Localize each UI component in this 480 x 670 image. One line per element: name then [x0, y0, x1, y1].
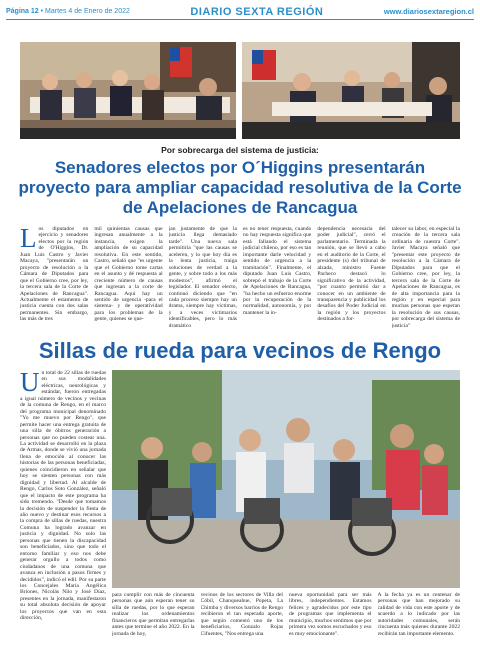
article2-text-4: nueva oportunidad para ser más libres, independientes. Estamos felices y agradecidos por este tipo de programas que implementa el municipio, muchos sentimos que por primera vez somos escuchados y eso es muy emocionante". — [289, 592, 372, 637]
article1-text-4: es no tener respuesta, cuando no hay respuesta significa que está fallando el sistema judicial chileno, por eso es tan importante darle velocidad y sentido de urgencia a la tramitación". Finalmente, el diputado Juan Luis Castro, sobrepó el trabajo de la Corte de Apelaciones de Rancagua, "ha hecho un esfuerzo enorme por la recuperación de la normalidad, autonomía, y por mantener la in- — [242, 226, 312, 316]
article2-left-column — [20, 370, 106, 666]
article2-column-3 — [201, 592, 284, 664]
page-number: Página 12 — [6, 8, 39, 15]
article2-lower-columns — [112, 592, 460, 664]
article2-column-5 — [378, 592, 461, 664]
article2-column-4 — [289, 592, 372, 664]
article2-column-1 — [20, 370, 106, 666]
article1-column-6 — [392, 226, 460, 329]
article1-column-2 — [94, 226, 162, 329]
issue-date: Martes 4 de Enero de 2022 — [45, 8, 130, 15]
website-link[interactable]: www.diariosextaregion.cl — [383, 7, 474, 16]
article1-text-3: jan justamente de que la justicia llega demasiado tarde". Una nueva sala permitiría "que las causas se aceleren, y lo que hoy día es la lenta justicia, traiga soluciones de verdad a la gente, y sobre todo a los más modestos", afirmó el legislador. El senador electo, continuó diciendo que "en cada proceso siempre hay un drama, siempre hay víctimas, y a veces victimarios identificables, pero lo más dramático — [168, 226, 237, 329]
meeting-photo-left — [20, 42, 236, 139]
article1-text-6: talecer su labor, en especial la creación de la tercera sala ordinaria de nuestra Corte". Javier Macaya señaló que "presentar este proyecto de resolución a la Cámara de Diputados para que el Gobierno cree, por ley, la tercera sala de la Corte de Apelaciones de Rancagua, es de alta importancia para la región y en especial para muchas personas que esperan la resolución de sus causas, por sobrecarga del sistema de justicia" — [391, 226, 460, 329]
article1-body — [20, 226, 460, 329]
article1-column-1 — [20, 226, 88, 329]
article1-column-4 — [243, 226, 311, 329]
article2-text-1: n total de 22 sillas de ruedas en sus modalidades eléctricas, neurológicas y estándar, fueron entregadas a igual número de vecinos y vecinas de la comuna de Rengo, en el marco del programa municipal denominado "Yo me muevo por Rengo", que permite hacer una entrega gratuita de una silla de óbitros generación a personas que no pueden costear una. La actividad se desarrolló en la plaza de Armas, donde se vivió una jornada llena de emoción al conocer las historias de las personas beneficiadas, quienes coincidieron en señalar que hoy se sienten personas con más dignidad y libertad. Al alcalde de Rengo, Carlos Soto González, señaló que el impacto de este programa ha sido tremendo. "Desde que tomamos la decisión de suspender la fiesta de año nuevo y destinar esos recursos a la compra de sillas de ruedas, nuestra Comuna ha logrado avanzar en justicia y dignidad. No solo las personas que tienen la discapacidad son beneficiados, sino que todo el entorno familiar y eso nos debe generar orgullo a todos como ciudadanos de una comuna que avanza en inclusión a pasos firmes y decididos", indicó el edil. Por su parte los Concejales María Angélica Briones, Nicolás Nilo y José Díaz, presentes en la jornada, manifestaron su total absoluta decisión de apoyar los proyectos que van en esta dirección, — [20, 370, 106, 622]
article1-column-5 — [317, 226, 385, 329]
article1-text-5: dependencia necesaria del poder judicial", cerró el parlamentario. Terminada la reunión, que se llevó a cabo en el auditorio de la Corte, el presidente (s) del tribunal de alzada, ministro Fuente Pacheco destacó lo significativo de la actividad, "por cuanto permitió dar a conocer en un ambiente de transparencia y publicidad los desafíos del Poder Judicial en la región y los proyectos destinados a for- — [317, 226, 386, 323]
article2-text-2: para cumplir con más de cincuenta personas que aún esperan tener su silla de ruedas, por lo que esperan realizar los ordenamientos financieros que permitan entregarlas antes que termine el año 2022. En la jornada de hoy, — [112, 592, 195, 637]
article1-text-1: os diputados en ejercicio y senadores electos por la región de O'Higgins, Dr. Juan Luis Castro y Javier Macaya, "presentarán un proyecto de resolución a la Cámara de Diputados para que el Gobierno cree, por ley, la tercera sala de la Corte de Apelaciones de Rancagua". Actualmente el estamento de justicia cuenta con dos salas permanentes. Sin embargo, las más de tres — [20, 226, 89, 323]
article1-column-3 — [169, 226, 237, 329]
article2-headline: Sillas de rueda para vecinos de Rengo — [38, 338, 442, 363]
masthead: DIARIO SEXTA REGIÓN — [190, 5, 324, 18]
article1-headline: Senadores electos por O´Higgins presentarán proyecto para ampliar capacidad resolutiva de la Corte de Apelaciones de Rancagua — [18, 158, 462, 217]
article2-text-3: vecinos de los sectores de Villa del Cóbil, Chanqueahue, Popeta, La Chimba y diversos barrios de Rengo recibieron el tan esperado aporte, que según comentó uno de los beneficiarios, Gonzalo Rojas Cifuentes, "Nos entrega una — [200, 592, 283, 637]
article2-dropcap: U — [20, 370, 40, 397]
article2-text-5: A la fecha ya es un centenar de personas que han mejorado su calidad de vida con este aporte y de acuerdo a lo indicado por las autoridades comunales, serán cincuenta más quienes durante 2022 recibirán tan importante elemento. — [377, 592, 460, 637]
page-info: Página 12 • Martes 4 de Enero de 2022 — [6, 8, 130, 15]
article2-column-2 — [112, 592, 195, 664]
meeting-photo-right — [242, 42, 460, 139]
article1-kicker: Por sobrecarga del sistema de justicia: — [161, 145, 319, 155]
wheelchair-group-photo — [112, 370, 460, 588]
article1-text-2: mil quinientas causas que ingresan anualmente a la instancia, exigen la ampliación de su capacidad resolutiva. En este sentido, Castro, señaló que "es urgente que el Gobierno tome cartas en el asunto y dé respuesta al creciente número de causas que ingresan a la corte de Rancagua. Aquí hay un sentido de urgencia -para el sistema- y de operatividad para los problemas de la gente, quienes se que- — [94, 226, 163, 323]
page-header — [6, 4, 474, 20]
article1-dropcap: L — [20, 226, 37, 253]
